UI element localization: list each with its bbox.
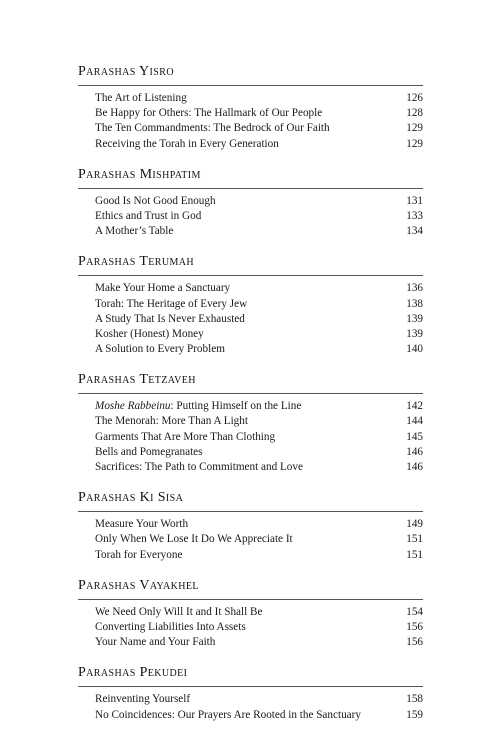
entry-title: Only When We Lose It Do We Appreciate It [95, 533, 293, 546]
entry-title: A Mother’s Table [95, 225, 174, 238]
entry-title: Good Is Not Good Enough [95, 194, 216, 207]
toc-entry[interactable] [78, 605, 423, 620]
entry-title: Reinventing Yourself [95, 693, 191, 706]
entry-page-number: 142 [406, 400, 423, 413]
toc-entry[interactable] [78, 342, 423, 357]
entry-title: The Ten Commandments: The Bedrock of Our Faith [95, 122, 330, 135]
toc-entry[interactable] [78, 281, 423, 296]
entry-page-number: 151 [406, 533, 423, 546]
section-heading: Parashas Mishpatim [78, 166, 423, 189]
section-heading: Parashas Tetzaveh [78, 371, 423, 394]
entry-page-number: 149 [406, 518, 423, 531]
entry-page-number: 129 [406, 122, 423, 135]
toc-entry[interactable] [78, 548, 423, 563]
toc-entry[interactable] [78, 532, 423, 547]
entry-page-number: 131 [406, 194, 423, 207]
entry-page-number: 126 [406, 92, 423, 104]
entry-title: Receiving the Torah in Every Generation [95, 137, 279, 150]
toc-entry[interactable] [78, 224, 423, 239]
toc-entry[interactable] [78, 106, 423, 121]
entry-page-number: 139 [406, 312, 423, 325]
entry-page-number: 138 [406, 297, 423, 310]
entry-title: Bells and Pomegranates [95, 445, 203, 458]
entry-title: We Need Only Will It and It Shall Be [95, 605, 263, 618]
entry-page-number: 146 [406, 461, 423, 473]
entry-page-number: 139 [406, 327, 423, 340]
toc-section [78, 253, 423, 357]
entry-title: The Art of Listening [95, 92, 187, 104]
toc-entry[interactable] [78, 91, 423, 106]
toc-entry[interactable] [78, 692, 423, 707]
toc-entry[interactable] [78, 635, 423, 650]
section-heading: Parashas Yisro [78, 63, 423, 86]
toc-entry[interactable] [78, 297, 423, 312]
entry-title: Your Name and Your Faith [95, 636, 216, 649]
entry-title-italic: Moshe Rabbeinu [95, 400, 171, 413]
toc-entry[interactable] [78, 312, 423, 327]
section-heading: Parashas Pekudei [78, 664, 423, 687]
entry-title: Measure Your Worth [95, 518, 189, 531]
entry-title [95, 399, 301, 414]
entry-page-number: 156 [406, 636, 423, 649]
entry-title: A Study That Is Never Exhausted [95, 312, 245, 325]
toc-entry[interactable] [78, 399, 423, 414]
entry-page-number: 129 [406, 137, 423, 150]
toc-entry[interactable] [78, 121, 423, 136]
entry-title: The Menorah: More Than A Light [95, 415, 248, 428]
entry-page-number: 145 [406, 430, 423, 443]
section-heading: Parashas Vayakhel [78, 577, 423, 600]
entry-title: Sacrifices: The Path to Commitment and Love [95, 461, 303, 473]
entry-title: Ethics and Trust in God [95, 209, 202, 222]
toc-entry[interactable] [78, 137, 423, 152]
entry-title: No Coincidences: Our Prayers Are Rooted in the Sanctuary [95, 708, 361, 721]
entry-title: Kosher (Honest) Money [95, 327, 204, 340]
entry-title: Torah for Everyone [95, 548, 183, 561]
toc-entry[interactable] [78, 708, 423, 723]
toc-entry[interactable] [78, 445, 423, 460]
toc-section [78, 577, 423, 651]
entry-page-number: 146 [406, 445, 423, 458]
toc-entry[interactable] [78, 430, 423, 445]
entry-page-number: 133 [406, 209, 423, 222]
entry-title: Converting Liabilities Into Assets [95, 620, 246, 633]
toc-entry[interactable] [78, 327, 423, 342]
toc-section [78, 371, 423, 475]
entry-title: Make Your Home a Sanctuary [95, 282, 231, 295]
toc-entry[interactable] [78, 414, 423, 429]
toc-section [78, 63, 423, 152]
toc-entry[interactable] [78, 517, 423, 532]
toc-entry[interactable] [78, 460, 423, 475]
entry-page-number: 158 [406, 693, 423, 706]
toc-entry[interactable] [78, 209, 423, 224]
entry-page-number: 144 [406, 415, 423, 428]
entry-title: Garments That Are More Than Clothing [95, 430, 276, 443]
entry-page-number: 159 [406, 708, 423, 721]
entry-title: A Solution to Every Problem [95, 343, 225, 356]
toc-section [78, 489, 423, 563]
entry-page-number: 128 [406, 107, 423, 120]
entry-title-rest: : Putting Himself on the Line [170, 400, 302, 413]
entry-page-number: 134 [406, 225, 423, 238]
entry-page-number: 156 [406, 620, 423, 633]
entry-title: Be Happy for Others: The Hallmark of Our People [95, 107, 323, 120]
entry-page-number: 154 [406, 605, 423, 618]
section-heading: Parashas Ki Sisa [78, 489, 423, 512]
toc-section [78, 664, 423, 722]
toc-entry[interactable] [78, 620, 423, 635]
entry-page-number: 151 [406, 548, 423, 561]
toc-entry[interactable] [78, 194, 423, 209]
entry-page-number: 140 [406, 343, 423, 356]
entry-page-number: 136 [406, 282, 423, 295]
table-of-contents [78, 63, 423, 737]
toc-section [78, 166, 423, 240]
section-heading: Parashas Terumah [78, 253, 423, 276]
entry-title: Torah: The Heritage of Every Jew [95, 297, 248, 310]
